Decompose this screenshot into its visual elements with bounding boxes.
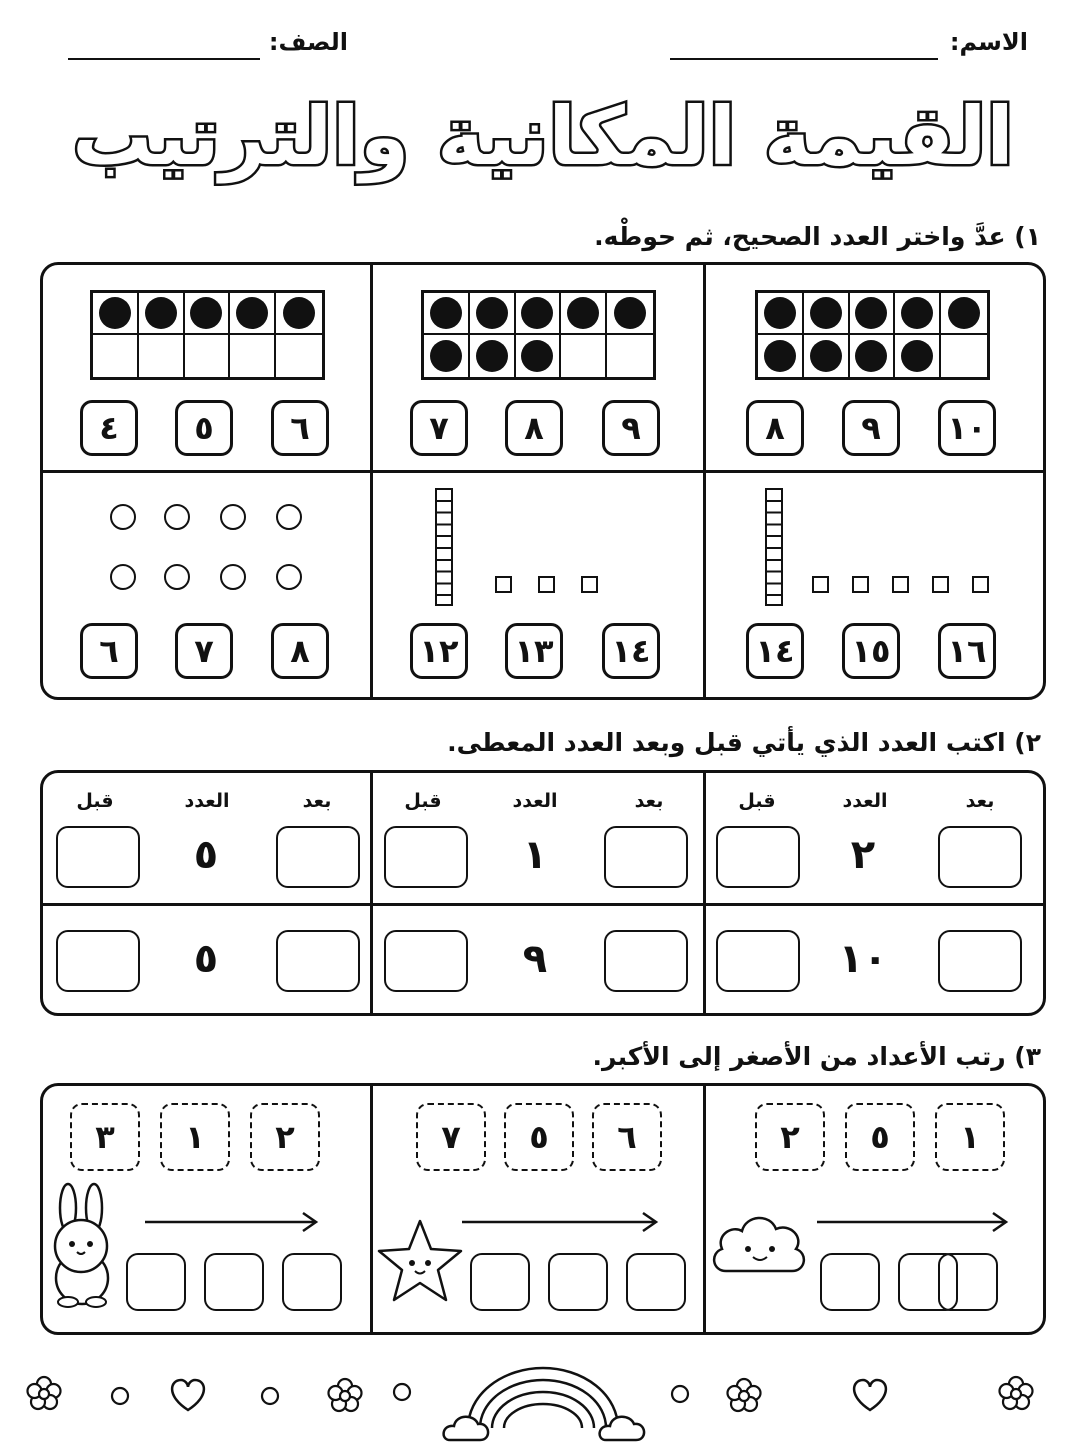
- ten-frame-3: [90, 290, 325, 380]
- dot: [855, 297, 887, 329]
- number-card: ١: [935, 1103, 1005, 1171]
- dot: [764, 340, 796, 372]
- unit-cube: [972, 576, 989, 593]
- choice-box[interactable]: ٦: [80, 623, 138, 679]
- choice-box[interactable]: ٦: [271, 400, 329, 456]
- choice-box[interactable]: ٨: [271, 623, 329, 679]
- section2-instruction: ٢) اكتب العدد الذي يأتي قبل وبعد العدد المعطى.: [447, 728, 1041, 757]
- ten-frame-2: [421, 290, 656, 380]
- dot: [567, 297, 599, 329]
- heart-icon: [854, 1380, 886, 1410]
- dot: [236, 297, 268, 329]
- dot: [430, 340, 462, 372]
- header-before: قبل: [76, 790, 114, 812]
- after-answer-box[interactable]: [604, 826, 688, 888]
- header-after: بعد: [965, 790, 995, 812]
- choice-box[interactable]: ١٤: [746, 623, 804, 679]
- number-card: ٥: [845, 1103, 915, 1171]
- unit-cube: [581, 576, 598, 593]
- unit-cube: [812, 576, 829, 593]
- circle-counter: [220, 504, 246, 530]
- choice-box[interactable]: ٧: [175, 623, 233, 679]
- after-answer-box[interactable]: [604, 930, 688, 992]
- order-answer-box[interactable]: [126, 1253, 186, 1311]
- circle-counter: [164, 564, 190, 590]
- number-card: ٣: [70, 1103, 140, 1171]
- unit-cube: [892, 576, 909, 593]
- before-answer-box[interactable]: [384, 930, 468, 992]
- number-card: ٢: [250, 1103, 320, 1171]
- choice-box[interactable]: ٩: [842, 400, 900, 456]
- number-card: ٢: [755, 1103, 825, 1171]
- order-answer-box[interactable]: [898, 1253, 958, 1311]
- class-label: الصف:: [268, 28, 348, 56]
- dot: [476, 340, 508, 372]
- header-number: العدد: [512, 790, 558, 812]
- dot: [476, 297, 508, 329]
- before-answer-box[interactable]: [716, 930, 800, 992]
- number-card: ٧: [416, 1103, 486, 1171]
- circle-counter: [276, 504, 302, 530]
- dot: [190, 297, 222, 329]
- dot: [614, 297, 646, 329]
- ten-frame-1: [755, 290, 990, 380]
- circle-icon: [672, 1386, 688, 1402]
- unit-cube: [852, 576, 869, 593]
- choice-box[interactable]: ١٦: [938, 623, 996, 679]
- dot: [901, 340, 933, 372]
- given-number: ٥: [193, 936, 219, 982]
- choice-box[interactable]: ٧: [410, 400, 468, 456]
- section1-instruction: ١) عدَّ واختر العدد الصحيح، ثم حوطْه.: [594, 222, 1041, 251]
- unit-cube: [932, 576, 949, 593]
- before-answer-box[interactable]: [56, 930, 140, 992]
- dot: [855, 340, 887, 372]
- name-line[interactable]: [670, 58, 938, 60]
- ten-rod: [435, 488, 453, 606]
- dot: [810, 340, 842, 372]
- dot: [521, 340, 553, 372]
- circle-counter: [110, 504, 136, 530]
- unit-cube: [495, 576, 512, 593]
- after-answer-box[interactable]: [276, 826, 360, 888]
- dot: [764, 297, 796, 329]
- header-after: بعد: [302, 790, 332, 812]
- order-answer-box[interactable]: [820, 1253, 880, 1311]
- flower-icon: [28, 1377, 61, 1409]
- footer-decorations: [0, 1350, 1086, 1448]
- choice-box[interactable]: ٨: [505, 400, 563, 456]
- unit-cube: [538, 576, 555, 593]
- class-line[interactable]: [68, 58, 260, 60]
- choice-box[interactable]: ٨: [746, 400, 804, 456]
- dot: [99, 297, 131, 329]
- circle-icon: [262, 1388, 278, 1404]
- choice-box[interactable]: ١٣: [505, 623, 563, 679]
- header-number: العدد: [184, 790, 230, 812]
- arrow-icon: [460, 1210, 660, 1234]
- divider: [370, 263, 373, 699]
- order-answer-box[interactable]: [626, 1253, 686, 1311]
- rainbow-icon: [444, 1368, 644, 1440]
- arrow-icon: [815, 1210, 1010, 1234]
- before-answer-box[interactable]: [716, 826, 800, 888]
- circle-counter: [164, 504, 190, 530]
- ten-rod: [765, 488, 783, 606]
- choice-box[interactable]: ١٠: [938, 400, 996, 456]
- given-number: ١: [522, 832, 548, 878]
- dot: [430, 297, 462, 329]
- heart-icon: [172, 1380, 204, 1410]
- star-icon: [374, 1215, 466, 1307]
- divider: [370, 771, 373, 1015]
- flower-icon: [1000, 1377, 1033, 1409]
- divider: [41, 470, 1045, 473]
- dot: [521, 297, 553, 329]
- given-number: ٢: [850, 832, 876, 878]
- section3-instruction: ٣) رتب الأعداد من الأصغر إلى الأكبر.: [592, 1042, 1041, 1071]
- bunny-icon: [44, 1180, 124, 1310]
- circle-icon: [394, 1384, 410, 1400]
- dot: [810, 297, 842, 329]
- choice-box[interactable]: ٩: [602, 400, 660, 456]
- order-answer-box[interactable]: [204, 1253, 264, 1311]
- order-answer-box[interactable]: [470, 1253, 530, 1311]
- divider: [370, 1084, 373, 1334]
- given-number: ١٠: [838, 936, 888, 982]
- order-answer-box[interactable]: [548, 1253, 608, 1311]
- header-before: قبل: [738, 790, 776, 812]
- given-number: ٩: [522, 936, 548, 982]
- circle-counter: [276, 564, 302, 590]
- dot: [283, 297, 315, 329]
- order-answer-box[interactable]: [282, 1253, 342, 1311]
- dot: [901, 297, 933, 329]
- flower-icon: [329, 1379, 362, 1411]
- after-answer-box[interactable]: [938, 826, 1022, 888]
- given-number: ٥: [193, 832, 219, 878]
- circle-icon: [112, 1388, 128, 1404]
- header-number: العدد: [842, 790, 888, 812]
- number-card: ٦: [592, 1103, 662, 1171]
- page-title: القيمة المكانية والترتيب: [72, 90, 1014, 183]
- divider: [41, 903, 1045, 906]
- divider: [703, 771, 706, 1015]
- choice-box[interactable]: ٥: [175, 400, 233, 456]
- choice-box[interactable]: ٤: [80, 400, 138, 456]
- before-answer-box[interactable]: [384, 826, 468, 888]
- after-answer-box[interactable]: [938, 930, 1022, 992]
- choice-box[interactable]: ١٢: [410, 623, 468, 679]
- dot: [948, 297, 980, 329]
- number-card: ٥: [504, 1103, 574, 1171]
- name-label: الاسم:: [949, 28, 1028, 56]
- header-before: قبل: [404, 790, 442, 812]
- cloud-icon: [708, 1205, 810, 1285]
- choice-box[interactable]: ١٤: [602, 623, 660, 679]
- header-after: بعد: [634, 790, 664, 812]
- divider: [703, 263, 706, 699]
- after-answer-box[interactable]: [276, 930, 360, 992]
- number-card: ١: [160, 1103, 230, 1171]
- divider: [703, 1084, 706, 1334]
- before-answer-box[interactable]: [56, 826, 140, 888]
- flower-icon: [728, 1379, 761, 1411]
- dot: [145, 297, 177, 329]
- arrow-icon: [143, 1210, 321, 1234]
- circle-counter: [220, 564, 246, 590]
- choice-box[interactable]: ١٥: [842, 623, 900, 679]
- circle-counter: [110, 564, 136, 590]
